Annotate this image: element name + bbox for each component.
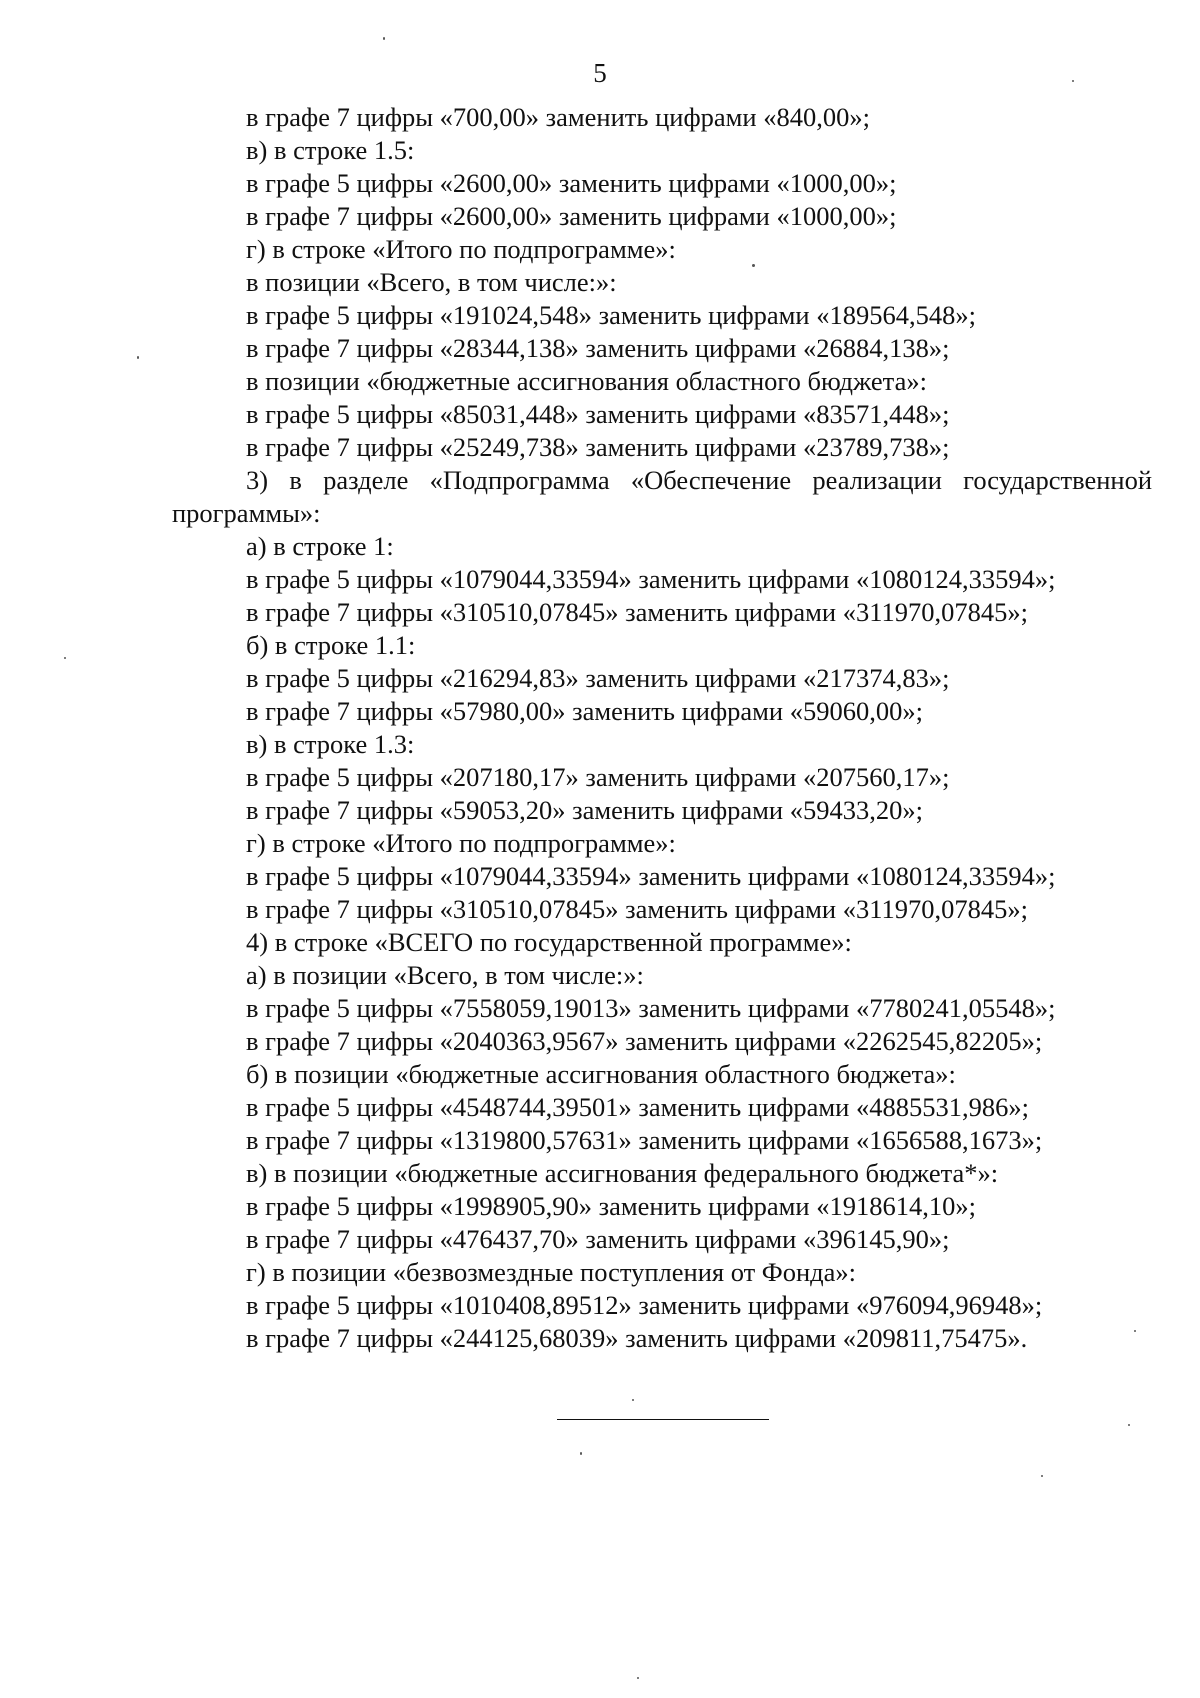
text-line: в графе 5 цифры «1079044,33594» заменить цифрами «1080124,33594»; [246,564,1056,594]
scan-speck [580,1452,582,1455]
text-line: в графе 7 цифры «57980,00» заменить цифрами «59060,00»; [246,696,923,726]
text-line: в) в строке 1.3: [246,729,415,759]
text-line: в графе 5 цифры «1998905,90» заменить цифрами «1918614,10»; [246,1191,976,1221]
text-line: в графе 5 цифры «191024,548» заменить цифрами «189564,548»; [246,300,976,330]
text-line: а) в позиции «Всего, в том числе:»: [246,960,644,990]
text-line: в графе 7 цифры «2040363,9567» заменить цифрами «2262545,82205»; [246,1026,1043,1056]
end-of-text-rule [557,1419,769,1420]
text-line: г) в строке «Итого по подпрограмме»: [246,828,676,858]
page-number: 5 [593,58,607,88]
text-line: в графе 7 цифры «25249,738» заменить цифрами «23789,738»; [246,432,950,462]
text-line: в графе 7 цифры «59053,20» заменить цифрами «59433,20»; [246,795,923,825]
text-line: а) в строке 1: [246,531,394,561]
text-line: в графе 5 цифры «1010408,89512» заменить цифрами «976094,96948»; [246,1290,1043,1320]
text-line: в графе 5 цифры «216294,83» заменить цифрами «217374,83»; [246,663,950,693]
scan-speck [1128,1424,1130,1426]
text-line: в позиции «Всего, в том числе:»: [246,267,617,297]
text-line: в графе 5 цифры «7558059,19013» заменить цифрами «7780241,05548»; [246,993,1056,1023]
text-line: в) в позиции «бюджетные ассигнования федерального бюджета*»: [246,1158,999,1188]
scan-speck [1134,1330,1136,1332]
text-line: в графе 5 цифры «4548744,39501» заменить цифрами «4885531,986»; [246,1092,1029,1122]
text-line: в графе 7 цифры «310510,07845» заменить цифрами «311970,07845»; [246,894,1028,924]
text-line: в графе 7 цифры «2600,00» заменить цифрами «1000,00»; [246,201,897,231]
scan-speck [752,264,755,267]
text-line: в графе 5 цифры «1079044,33594» заменить цифрами «1080124,33594»; [246,861,1056,891]
text-line: в графе 7 цифры «476437,70» заменить цифрами «396145,90»; [246,1224,950,1254]
scan-speck [383,37,385,40]
scan-speck [1072,80,1074,82]
text-line: б) в позиции «бюджетные ассигнования областного бюджета»: [246,1059,956,1089]
scan-speck [137,356,139,359]
text-line: в графе 7 цифры «28344,138» заменить цифрами «26884,138»; [246,333,950,363]
text-line: в графе 5 цифры «85031,448» заменить цифрами «83571,448»; [246,399,950,429]
text-line: в графе 5 цифры «207180,17» заменить цифрами «207560,17»; [246,762,950,792]
section-heading-continuation: программы»: [172,498,321,528]
text-line: 4) в строке «ВСЕГО по государственной программе»: [246,927,852,957]
text-line: в графе 5 цифры «2600,00» заменить цифрами «1000,00»; [246,168,897,198]
text-line: в графе 7 цифры «310510,07845» заменить цифрами «311970,07845»; [246,597,1028,627]
text-line: в графе 7 цифры «244125,68039» заменить цифрами «209811,75475». [246,1323,1028,1353]
text-line: в графе 7 цифры «1319800,57631» заменить цифрами «1656588,1673»; [246,1125,1043,1155]
scan-speck [632,1399,634,1401]
text-line: в графе 7 цифры «700,00» заменить цифрами «840,00»; [246,102,870,132]
document-body [172,101,1152,1355]
scan-speck [637,1677,639,1679]
scan-speck [1041,1475,1043,1477]
text-line: г) в позиции «безвозмездные поступления от Фонда»: [246,1257,857,1287]
scan-speck [64,657,66,659]
section-heading-line: 3) в разделе «Подпрограмма «Обеспечение реализации государственной [246,465,1152,495]
text-line: в) в строке 1.5: [246,135,415,165]
text-line: в позиции «бюджетные ассигнования областного бюджета»: [246,366,927,396]
text-line: г) в строке «Итого по подпрограмме»: [246,234,676,264]
text-line: б) в строке 1.1: [246,630,416,660]
